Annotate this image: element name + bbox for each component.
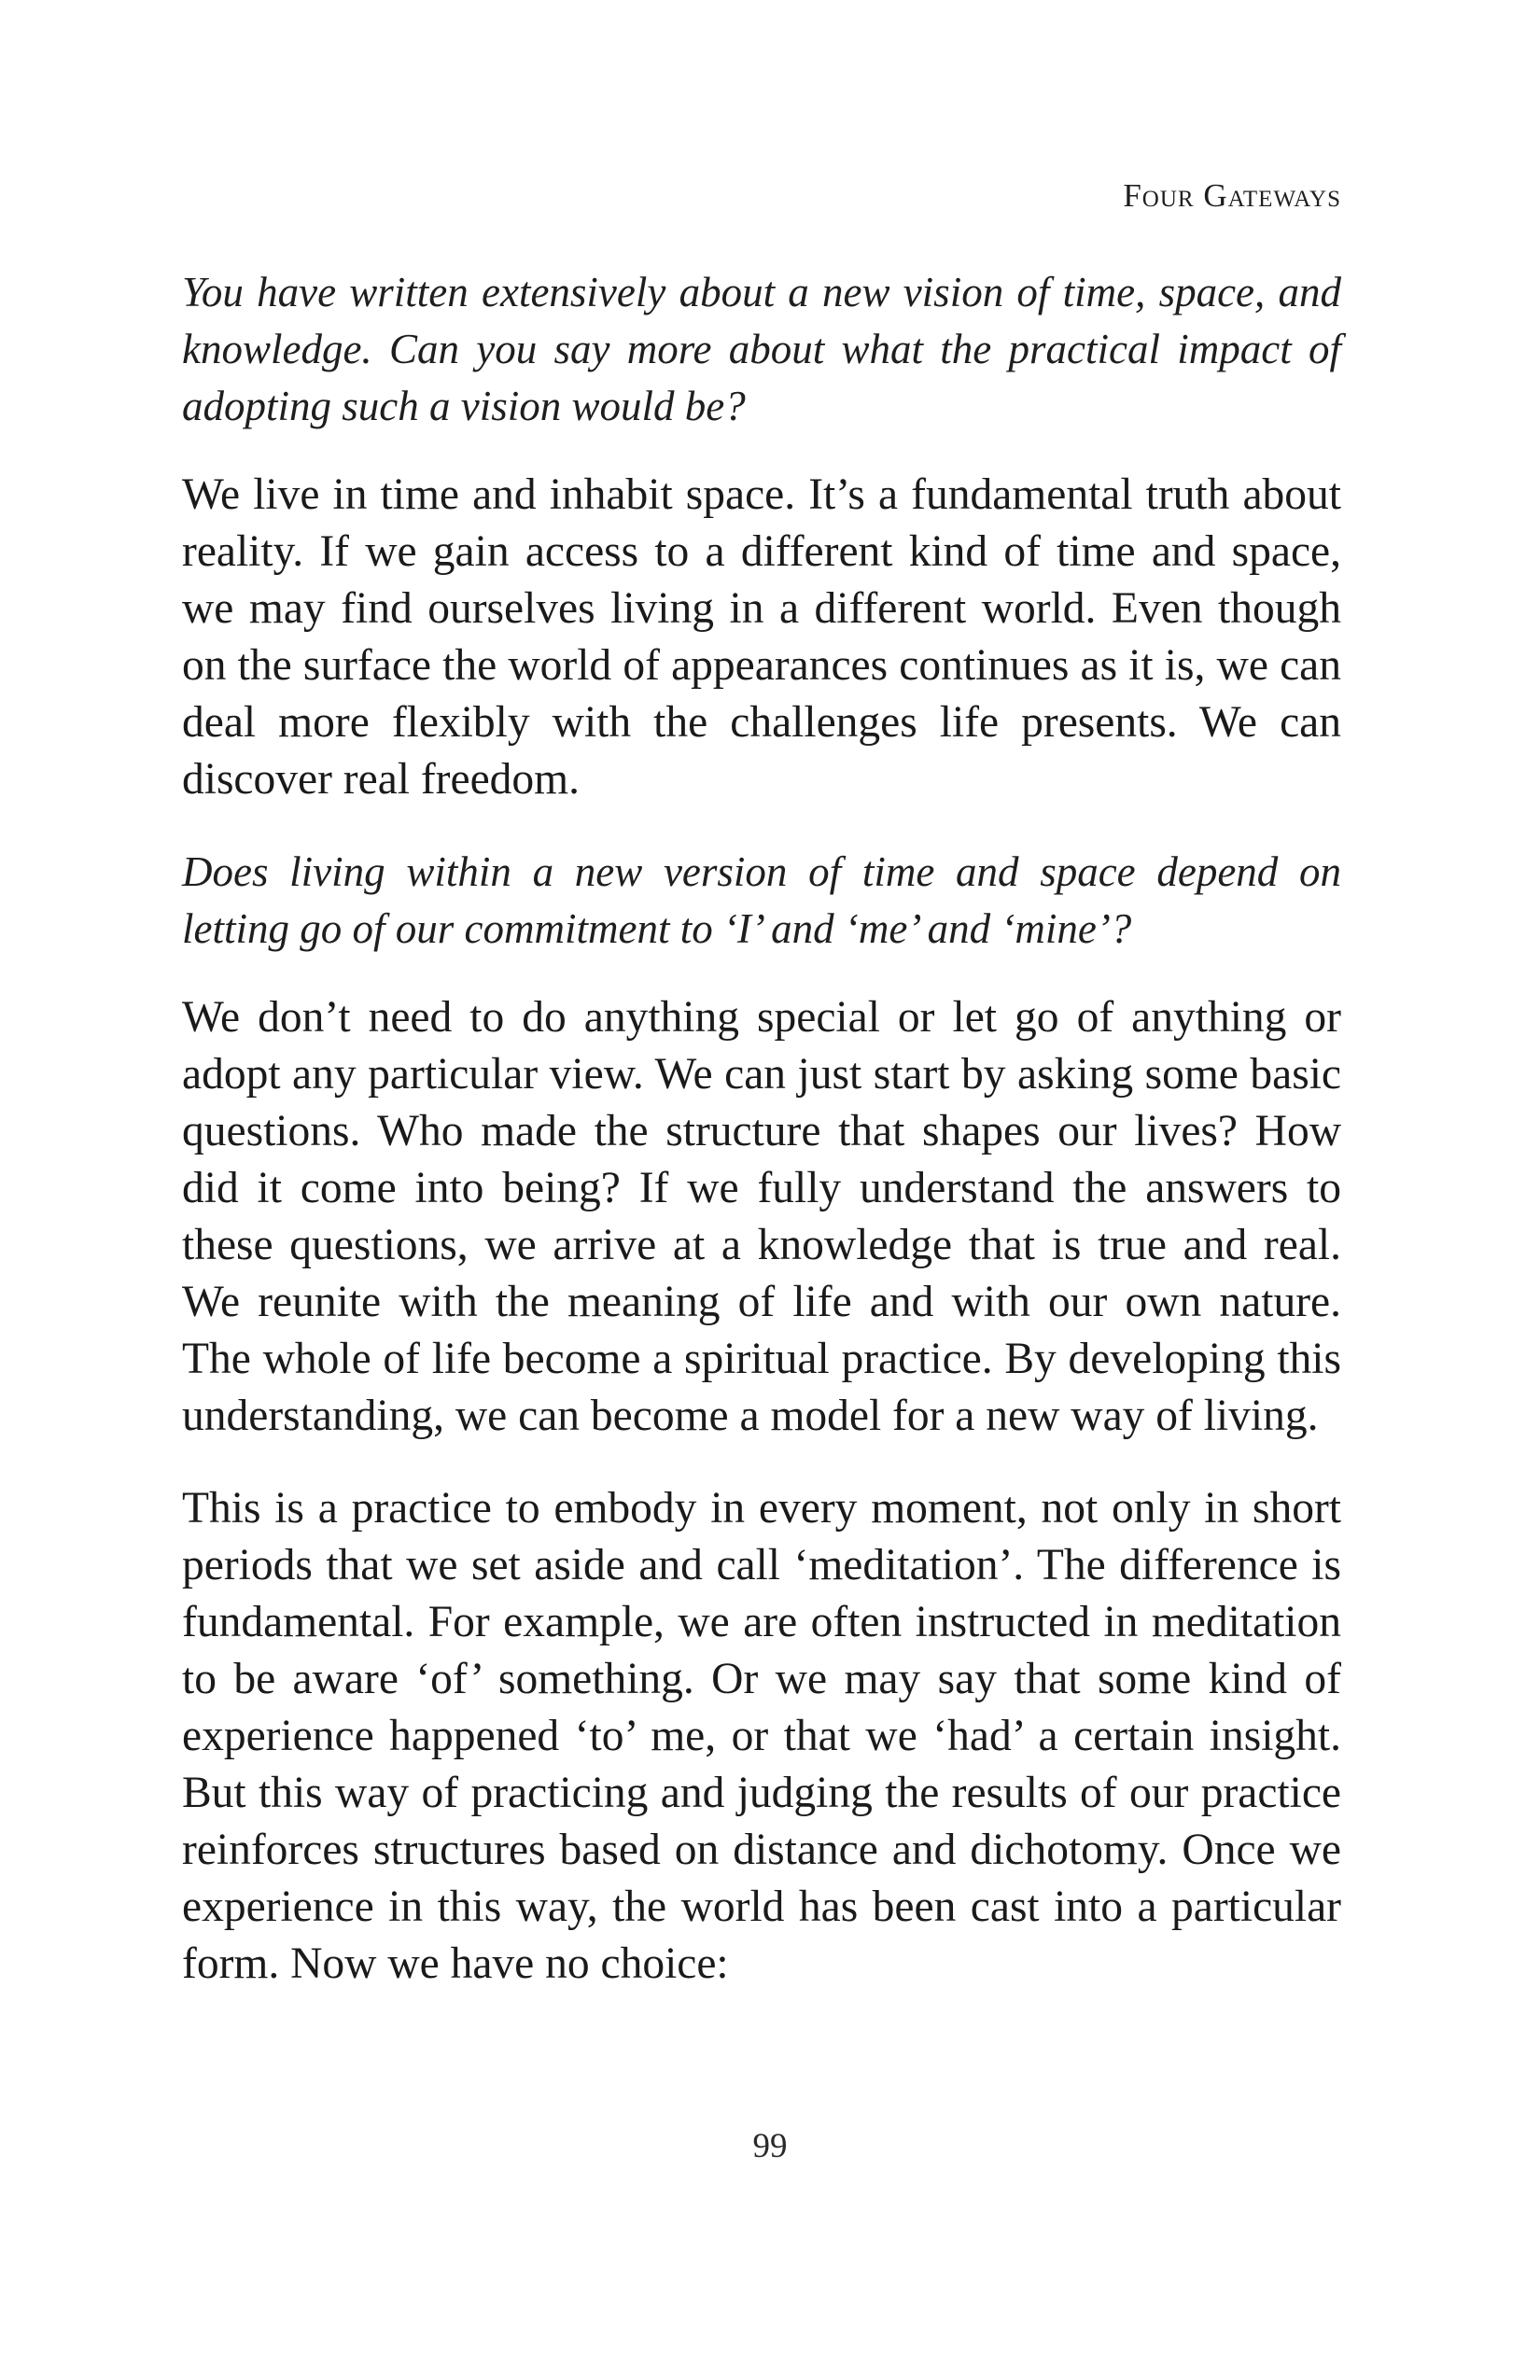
- question-paragraph: Does living within a new version of time and space depend on letting go of our commitment to ‘I’ and ‘me’ and ‘mine’?: [182, 848, 1341, 952]
- running-head: Four Gateways: [1123, 177, 1341, 214]
- body-text: [182, 264, 1341, 2028]
- answer-paragraph: We live in time and inhabit space. It’s a fundamental truth about reality. If we gain access to a different kind of time and space, we may find ourselves living in a different world. Even though on the surface the world of appearances continues as it is, we can deal more flexibly with the challenges life presents. We can discover real freedom.: [182, 470, 1341, 804]
- answer-paragraph: We don’t need to do anything special or let go of anything or adopt any particular view. We can just start by asking some basic questions. Who made the structure that shapes our lives? How did it come into being? If we fully understand the answers to these questions, we arrive at a knowledge that is true and real. We reunite with the meaning of life and with our own nature. The whole of life become a spiritual practice. By developing this understanding, we can become a model for a new way of living.: [182, 993, 1341, 1440]
- answer-paragraph: This is a practice to embody in every moment, not only in short periods that we set aside and call ‘meditation’. The difference is fundamental. For example, we are often instructed in meditation to be aware ‘of’ something. Or we may say that some kind of experience happened ‘to’ me, or that we ‘had’ a certain insight. But this way of practicing and judging the results of our practice reinforces structures based on distance and dichotomy. Once we experience in this way, the world has been cast into a particular form. Now we have no choice:: [182, 1484, 1341, 1988]
- question-paragraph: You have written extensively about a new vision of time, space, and knowledge. Can you say more about what the practical impact of adopting such a vision would be?: [182, 269, 1341, 429]
- page-number: 99: [752, 2127, 788, 2165]
